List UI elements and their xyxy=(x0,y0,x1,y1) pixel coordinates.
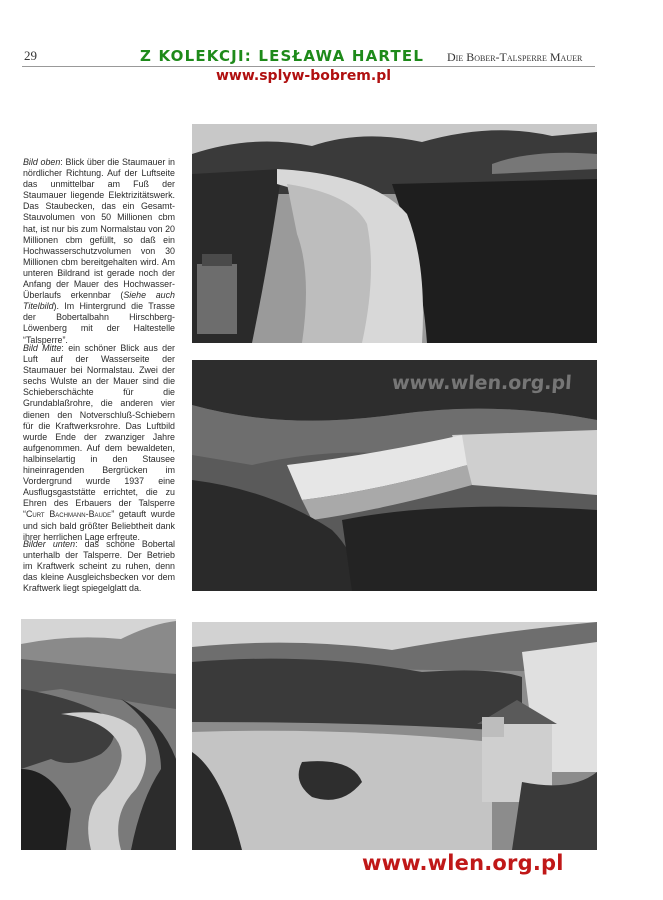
caption-middle-text-end: ” getauft wurde und sich bald größter Beliebtheit dank ihrer herrlichen Lage erfreute. xyxy=(23,509,176,542)
photo-dam-top-view-image xyxy=(192,124,597,343)
photo-valley-below-dam xyxy=(21,619,176,850)
caption-bottom-lead: Bilder unten xyxy=(23,539,76,549)
caption-top-reference: Siehe auch Titelbild xyxy=(23,290,175,312)
caption-middle-name: Curt Bachmann-Baude xyxy=(25,509,112,520)
wlen-footer-url[interactable]: www.wlen.org.pl xyxy=(362,851,564,875)
photo-aerial-dam-view xyxy=(192,360,597,591)
photo-dam-top-view xyxy=(192,124,597,343)
caption-top-lead: Bild oben xyxy=(23,157,61,167)
caption-middle-lead: Bild Mitte xyxy=(23,343,62,353)
caption-bottom-text: : das schöne Bobertal unterhalb der Talsperre. Der Betrieb im Kraftwerk scheint zu ruhen, denn das kleine Ausgleichsbecken vor dem Kraftwerk liegt spiegelglatt da. xyxy=(23,539,175,594)
photo-aerial-dam-view-image xyxy=(192,360,597,591)
photo-power-station-image xyxy=(192,622,597,850)
page-number: 29 xyxy=(24,48,37,63)
caption-middle xyxy=(23,343,175,543)
caption-bottom xyxy=(23,539,175,594)
header-rule xyxy=(22,66,595,67)
caption-top-text: : Blick über die Staumauer in nördlicher Richtung. Auf der Luftseite das unmittelbar am Fuß der Staumauer liegende Elektrizitätswerk. Das Staubecken, das ein Gesamt-Stauvolumen von 50 Millionen cbm hat, ist nur bis zum Normalstau von 20 Millionen cbm gefüllt, so daß ein Hochwasserschutzvolumen von 30 Millionen cbm bereitgehalten wird. Am unteren Bildrand ist gerade noch der Anfang der Mauer des Hochwasser-Überlaufs erkennbar ( xyxy=(23,157,175,301)
photo-valley-below-dam-image xyxy=(21,619,176,850)
collection-banner: Z KOLEKCJI: LESŁAWA HARTEL xyxy=(140,47,425,65)
collection-url-link[interactable]: www.splyw-bobrem.pl xyxy=(216,68,392,84)
caption-top-text-end: ). Im Hintergrund die Trasse der Bobertalbahn Hirschberg-Löwenberg mit der Haltestelle “Talsperre”. xyxy=(23,301,175,345)
caption-top xyxy=(23,157,175,346)
photo-power-station xyxy=(192,622,597,850)
caption-middle-text: : ein schöner Blick aus der Luft auf der Wasserseite der Staumauer bei Normalstau. Zwei der sechs Wulste an der Mauer sind die Schieberschächte für die Grundablaßrohre, die anderen vier dienen den Notverschluß-Schiebern für die Kraftwerksrohre. Das Luftbild wurde Ende der zwanziger Jahre aufgenommen. Auf dem bewaldeten, halbinselartig in den Stausee hineinragenden Bergrücken im Vordergrund wurde 1937 eine Ausflugsgaststätte errichtet, die zu Ehren des Erbauers der Talsperre “ xyxy=(23,343,175,520)
watermark: www.wlen.org.pl xyxy=(391,372,573,394)
running-head: Die Bober-Talsperre Mauer xyxy=(447,50,583,64)
